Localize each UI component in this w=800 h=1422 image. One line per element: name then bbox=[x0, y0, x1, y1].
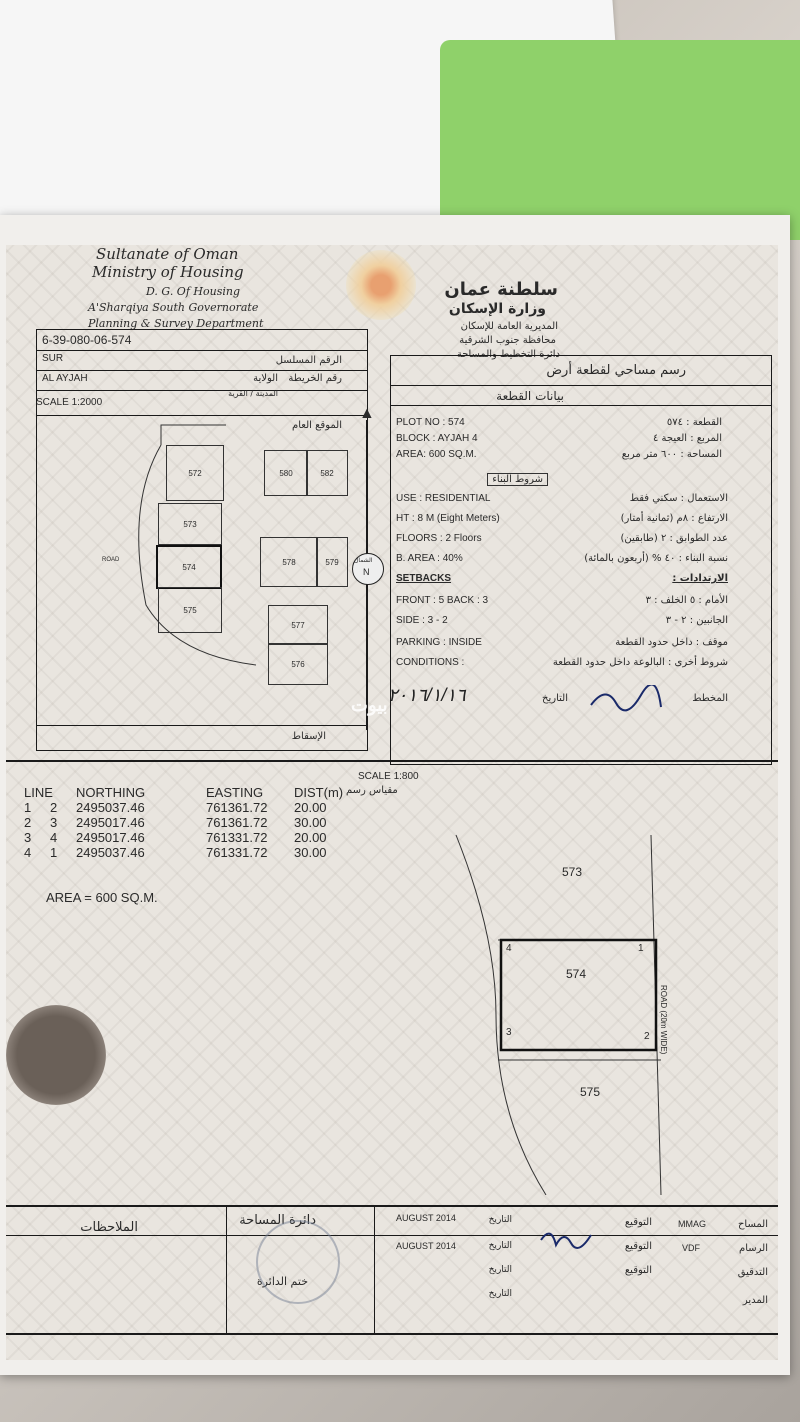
key-road-label: ROAD bbox=[102, 557, 120, 563]
watermark: بيوت bbox=[351, 695, 388, 715]
detail-parcel-573: 573 bbox=[562, 865, 583, 879]
plot-floors-ar: عدد الطوابق : ٢ (طابقين) bbox=[620, 533, 728, 544]
planner-signature-icon bbox=[586, 685, 666, 715]
corner-2: 2 bbox=[644, 1031, 650, 1042]
town-value: AL AYJAH bbox=[42, 373, 88, 384]
document-body bbox=[6, 245, 778, 1360]
plot-block: BLOCK : AYJAH 4 bbox=[396, 433, 478, 444]
director-label: المدير bbox=[742, 1295, 768, 1306]
wilayat-value: SUR bbox=[42, 353, 64, 364]
planner-date-label: التاريخ bbox=[542, 693, 568, 704]
general-location-label: الموقع العام bbox=[292, 420, 342, 431]
detail-parcel-574: 574 bbox=[566, 967, 587, 981]
key-parcel-579: 579 bbox=[316, 537, 348, 587]
date-label-4: التاريخ bbox=[488, 1289, 512, 1299]
key-parcel-578: 578 bbox=[260, 537, 318, 587]
north-label: الشمال bbox=[354, 557, 373, 564]
plot-area: AREA: 600 SQ.M. bbox=[396, 449, 477, 460]
key-parcel-582: 582 bbox=[306, 450, 348, 496]
plot-block-ar: المربع : العيجة ٤ bbox=[653, 433, 722, 444]
header-ar-line3: المديرية العامة للإسكان bbox=[460, 321, 558, 332]
header-en-line1: Sultanate of Oman bbox=[96, 245, 239, 263]
drafter-signature-icon bbox=[536, 1225, 596, 1255]
plot-use-ar: الاستعمال : سكني فقط bbox=[629, 493, 728, 504]
town-sub-label: المدينة / القرية bbox=[228, 389, 278, 398]
plot-conditions-ar: شروط أخرى : البالوعة داخل حدود القطعة bbox=[552, 657, 728, 668]
header-en-line3: D. G. Of Housing bbox=[146, 285, 240, 298]
plot-no-ar: القطعة : ٥٧٤ bbox=[666, 417, 722, 428]
scale-bottom: SCALE 1:800 bbox=[358, 771, 419, 782]
plot-side-ar: الجانبين : ٢ - ٣ bbox=[665, 615, 728, 626]
plot-front-back: FRONT : 5 BACK : 3 bbox=[396, 595, 489, 606]
serial-label: الرقم المسلسل bbox=[275, 355, 342, 366]
header-ar-line5: دائرة التخطيط والمساحة bbox=[456, 349, 560, 360]
plot-side: SIDE : 3 - 2 bbox=[396, 615, 448, 626]
plot-setbacks-ar: الارتدادات : bbox=[672, 573, 728, 584]
col-dist: DIST(m) bbox=[294, 785, 344, 800]
plot-parking: PARKING : INSIDE bbox=[396, 637, 482, 648]
table-row: 2 3 2495017.46 761361.72 30.00 bbox=[24, 815, 327, 830]
table-row: 1 2 2495037.46 761361.72 20.00 bbox=[24, 800, 327, 815]
scale-top: SCALE 1:2000 bbox=[36, 397, 103, 408]
sign-label-2: التوقيع bbox=[624, 1241, 652, 1252]
drafter-date: AUGUST 2014 bbox=[396, 1241, 456, 1251]
drafter-name: VDF bbox=[682, 1243, 700, 1253]
plot-conditions: CONDITIONS : bbox=[396, 657, 465, 668]
plot-use: USE : RESIDENTIAL bbox=[396, 493, 491, 504]
plot-no: PLOT NO : 574 bbox=[396, 417, 465, 428]
col-easting: EASTING bbox=[206, 785, 264, 800]
serial-number: 6-39-080-06-574 bbox=[42, 333, 132, 347]
coordinates-header-row bbox=[20, 785, 368, 800]
ministry-seal-icon bbox=[6, 1005, 106, 1105]
header-ar-line4: محافظة جنوب الشرقية bbox=[459, 335, 556, 346]
dept-seal-label: ختم الدائرة bbox=[256, 1275, 308, 1288]
date-label-1: التاريخ bbox=[488, 1215, 512, 1225]
dept-seal-icon bbox=[256, 1220, 340, 1304]
col-line: LINE bbox=[24, 785, 53, 800]
total-area: AREA = 600 SQ.M. bbox=[46, 890, 158, 905]
key-parcel-577: 577 bbox=[268, 605, 328, 645]
key-parcel-576: 576 bbox=[268, 643, 328, 685]
plot-detail-drawing bbox=[436, 815, 756, 1195]
coordinates-table bbox=[20, 785, 368, 860]
plot-height: HT : 8 M (Eight Meters) bbox=[396, 513, 500, 524]
oman-emblem-icon bbox=[346, 250, 416, 320]
key-parcel-574: 574 bbox=[156, 545, 222, 589]
corner-3: 3 bbox=[506, 1027, 512, 1038]
col-northing: NORTHING bbox=[76, 785, 146, 800]
surveyor-date: AUGUST 2014 bbox=[396, 1213, 456, 1223]
header-en-line5: Planning & Survey Department bbox=[88, 317, 264, 330]
handwritten-date: ٢٠١٦/١/١٦ bbox=[388, 685, 466, 705]
key-parcel-575: 575 bbox=[158, 587, 222, 633]
wilayat-label: الولاية bbox=[253, 373, 278, 384]
north-n: N bbox=[363, 567, 370, 577]
table-row: 3 4 2495017.46 761331.72 20.00 bbox=[24, 830, 327, 845]
plot-parking-ar: موقف : داخل حدود القطعة bbox=[615, 637, 728, 648]
key-parcel-580: 580 bbox=[264, 450, 308, 496]
planner-label: المخطط bbox=[692, 693, 728, 704]
date-label-2: التاريخ bbox=[488, 1241, 512, 1251]
plot-front-back-ar: الأمام : ٥ الخلف : ٣ bbox=[645, 595, 728, 606]
plot-building-area-ar: نسبة البناء : ٤٠ % (أربعون بالمائة) bbox=[584, 553, 728, 564]
plot-setbacks: SETBACKS bbox=[396, 573, 452, 584]
plot-title: رسم مساحي لقطعة أرض bbox=[546, 363, 686, 378]
corner-1: 1 bbox=[638, 943, 644, 954]
checker-label: التدقيق bbox=[737, 1267, 768, 1278]
header-en-line4: A'Sharqiya South Governorate bbox=[88, 301, 259, 314]
corner-4: 4 bbox=[506, 943, 512, 954]
building-conditions-label: شروط البناء bbox=[487, 473, 548, 486]
sign-label-3: التوقيع bbox=[624, 1265, 652, 1276]
survey-document bbox=[0, 215, 790, 1375]
date-label-3: التاريخ bbox=[488, 1265, 512, 1275]
header-en-line2: Ministry of Housing bbox=[92, 263, 244, 281]
plot-floors: FLOORS : 2 Floors bbox=[396, 533, 482, 544]
table-row: 4 1 2495037.46 761331.72 30.00 bbox=[24, 845, 327, 860]
north-arrow-icon: ▲ bbox=[359, 405, 375, 422]
sign-label-1: التوقيع bbox=[624, 1217, 652, 1228]
drafter-label: الرسام bbox=[739, 1243, 768, 1254]
green-folder bbox=[440, 40, 800, 240]
notes-label: الملاحظات bbox=[80, 1220, 138, 1235]
survey-dept-label: دائرة المساحة bbox=[239, 1213, 316, 1228]
plot-area-ar: المساحة : ٦٠٠ متر مربع bbox=[621, 449, 722, 460]
key-parcel-573: 573 bbox=[158, 503, 222, 545]
surveyor-label: المساح bbox=[737, 1219, 768, 1230]
header-ar-line1: سلطنة عمان bbox=[444, 279, 558, 300]
plot-data-title: بيانات القطعة bbox=[496, 389, 564, 403]
surveyor-name: MMAG bbox=[678, 1219, 706, 1229]
detail-parcel-575: 575 bbox=[580, 1085, 601, 1099]
map-number-label: رقم الخريطة bbox=[288, 373, 342, 384]
plot-height-ar: الارتفاع : ٨م (ثمانية أمتار) bbox=[620, 513, 728, 524]
road-label: ROAD (20m WIDE) bbox=[659, 985, 668, 1055]
scale-bottom-ar: مقياس رسم bbox=[346, 785, 398, 796]
header-ar-line2: وزارة الإسكان bbox=[448, 301, 546, 317]
plot-building-area: B. AREA : 40% bbox=[396, 553, 463, 564]
projection-label: الإسقاط bbox=[291, 731, 326, 742]
key-parcel-572: 572 bbox=[166, 445, 224, 501]
